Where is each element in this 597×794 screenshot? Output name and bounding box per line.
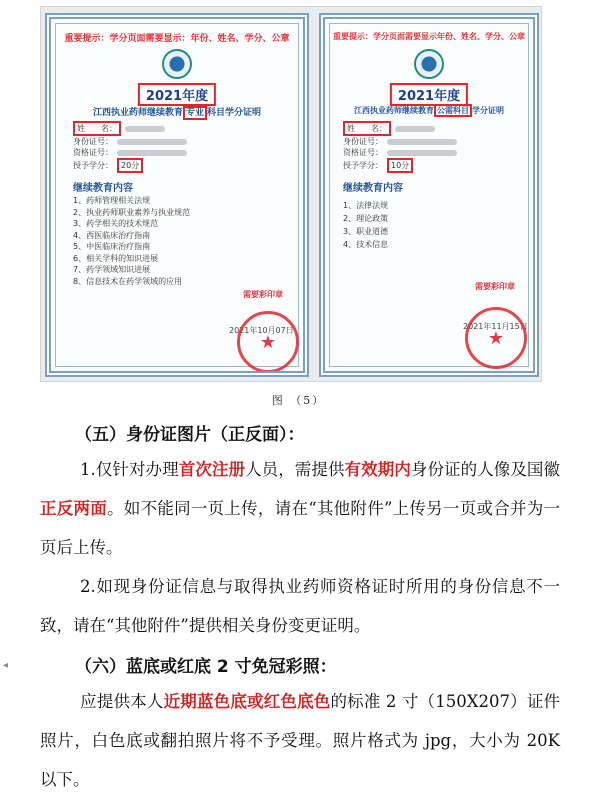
list-item: 5、中医临床治疗指南 [73, 242, 151, 251]
stamp-note: 需要彩印章 [243, 290, 283, 299]
certificate-title: 江西执业药师继续教育 专业 科目学分证明 [92, 108, 262, 118]
association-logo-icon [162, 49, 192, 79]
certificate-year: 2021年度 [138, 83, 216, 106]
content-heading: 继续教育内容 [73, 183, 133, 194]
list-item: 3、职业道德 [343, 227, 389, 236]
name-label: 姓 名： [73, 121, 121, 136]
certificate-year: 2021年度 [390, 83, 468, 106]
list-item: 2、理论政策 [343, 214, 389, 223]
certificate-figure [40, 6, 542, 382]
credit-value: 20分 [117, 158, 143, 173]
paragraph-id-card-2: 2.如现身份证信息与取得执业药师资格证时所用的身份信息不一致，请在“其他附件”提供相关身份变更证明。 [40, 577, 560, 635]
official-seal-icon [237, 311, 299, 373]
public-credit-certificate [319, 13, 539, 377]
margin-mark: ◂ [3, 660, 9, 671]
redacted-name [125, 126, 165, 132]
credit-label: 授予学分： [343, 161, 383, 170]
notice-text: 重要提示：学分页面需要显示：年份、姓名、学分、公章 [64, 34, 290, 44]
notice-text: 重要提示：学分页面需要显示年份、姓名、学分、公章 [333, 32, 525, 41]
cert-no-label: 资格证号： [343, 148, 383, 157]
content-heading: 继续教育内容 [343, 183, 403, 194]
redacted-name [395, 126, 435, 132]
name-label: 姓 名： [343, 121, 391, 136]
highlighted-category: 公需科目 [434, 104, 472, 117]
list-item: 4、技术信息 [343, 240, 389, 249]
issue-date: 2021年10月07日 [229, 326, 294, 335]
paragraph-id-card-1: 1.仅针对办理首次注册人员，需提供有效期内身份证的人像及国徽正反两面。如不能同一页上传，请在“其他附件”上传另一页或合并为一页后上传。 [40, 460, 561, 557]
certificate-fields [73, 121, 187, 173]
content-list [73, 195, 190, 287]
id-label: 身份证号： [343, 137, 383, 146]
stamp-note: 需要彩印章 [475, 282, 515, 291]
professional-credit-certificate [45, 13, 309, 377]
list-item: 8、信息技术在药学领域的应用 [73, 276, 183, 286]
list-item: 1、药师管理相关法规 [73, 196, 151, 205]
paragraph-photo: 应提供本人近期蓝色底或红色底色的标准 2 寸（150X207）证件照片，白色底或翻拍照片将不予受理。照片格式为 jpg，大小为 20K 以下。 [40, 692, 561, 789]
redacted-cert-no [117, 150, 187, 156]
credit-value: 10分 [387, 158, 413, 173]
list-item: 3、药学相关的技术规范 [73, 219, 159, 228]
list-item: 7、药学领域知识进展 [73, 265, 151, 274]
content-list [343, 199, 388, 251]
id-label: 身份证号： [73, 137, 113, 146]
certificate-title: 江西执业药师继续教育 公需科目 学分证明 [354, 106, 504, 115]
figure-caption: 图 （5） [271, 394, 326, 407]
list-item: 1、法律法规 [343, 201, 389, 210]
list-item: 4、西医临床治疗指南 [73, 230, 151, 240]
cert-no-label: 资格证号： [73, 148, 113, 157]
emphasis-valid-period: 有效期内 [344, 460, 411, 479]
redacted-id [117, 139, 187, 145]
list-item: 2、执业药师职业素养与执业规范 [73, 207, 191, 217]
list-item: 6、相关学科的知识进展 [73, 253, 159, 263]
section-heading-id-card: （五）身份证图片（正反面）： [75, 425, 305, 445]
credit-label: 授予学分： [73, 161, 113, 170]
section-heading-photo: （六）蓝底或红底 2 寸免冠彩照： [75, 657, 337, 677]
highlighted-category: 专业 [183, 106, 207, 120]
redacted-id [387, 139, 457, 145]
emphasis-background-color: 近期蓝色底或红色底色 [163, 692, 331, 711]
emphasis-both-sides: 正反两面 [40, 499, 108, 518]
redacted-cert-no [387, 150, 457, 156]
emphasis-first-registration: 首次注册 [178, 460, 246, 479]
official-seal-icon [465, 307, 527, 369]
issue-date: 2021年11月15日 [463, 322, 528, 331]
certificate-fields [343, 121, 457, 173]
association-logo-icon [414, 49, 444, 79]
